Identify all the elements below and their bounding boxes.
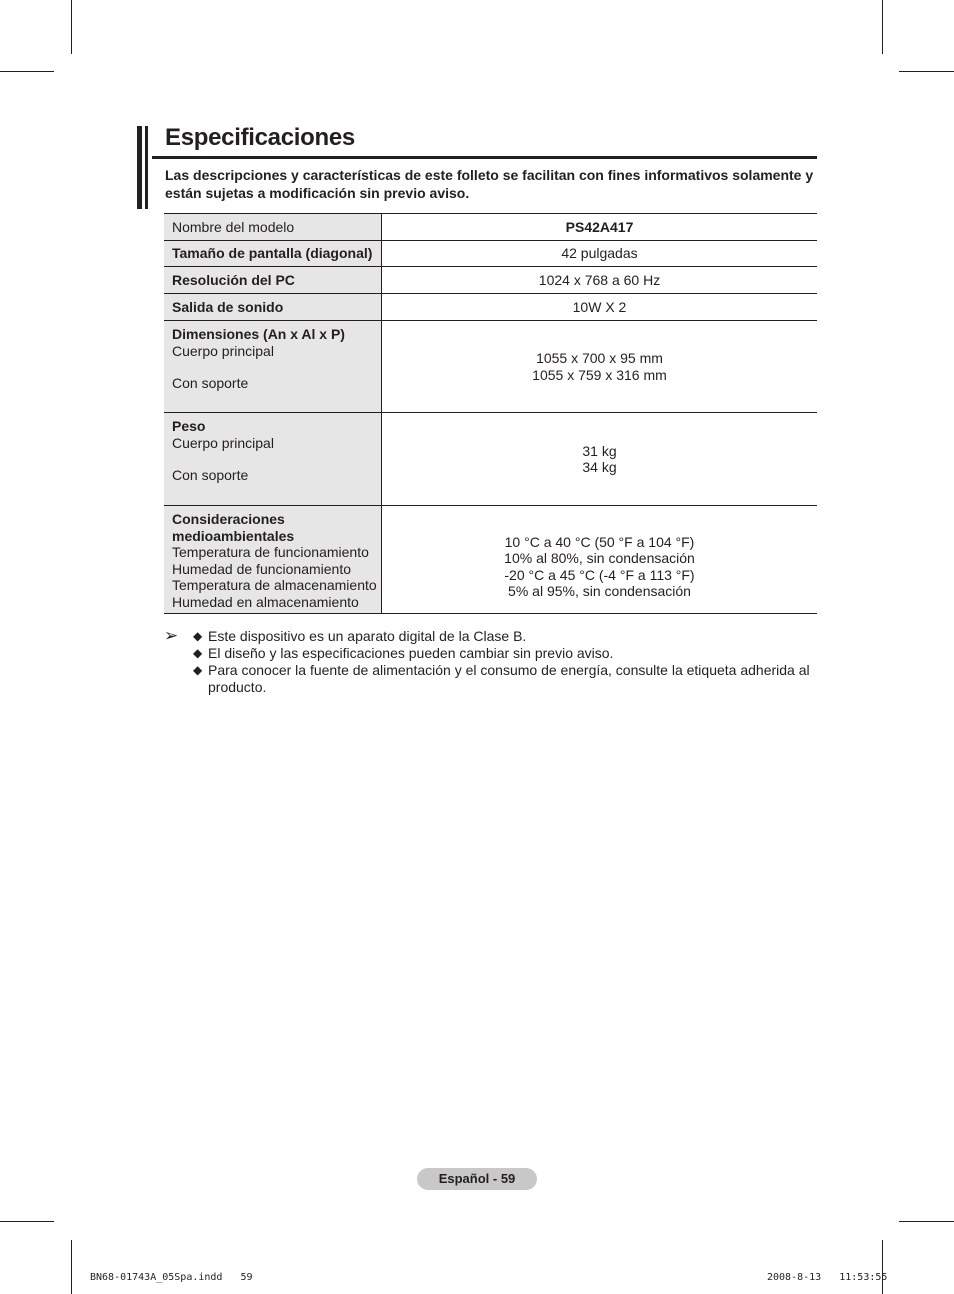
environment-value-storage-humidity: 5% al 95%, sin condensación bbox=[508, 583, 691, 599]
environment-value-op-humidity: 10% al 80%, sin condensación bbox=[504, 550, 695, 566]
weight-value-main: 31 kg bbox=[582, 442, 617, 459]
crop-mark bbox=[899, 1221, 954, 1222]
model-name-label: Nombre del modelo bbox=[164, 214, 382, 241]
table-row bbox=[164, 321, 817, 413]
sound-output-value: 10W X 2 bbox=[382, 294, 818, 321]
crop-mark bbox=[882, 0, 883, 54]
pc-resolution-label: Resolución del PC bbox=[164, 267, 382, 294]
page-number-badge: Español - 59 bbox=[417, 1168, 537, 1190]
crop-mark bbox=[0, 71, 54, 72]
diamond-bullet-icon: ◆ bbox=[193, 646, 203, 660]
timestamp-slug: 2008-8-13 11:53:55 bbox=[767, 1272, 888, 1283]
pc-resolution-value: 1024 x 768 a 60 Hz bbox=[382, 267, 818, 294]
environment-sub-op-humidity: Humedad de funcionamiento bbox=[172, 560, 352, 577]
dimensions-sub-main: Cuerpo principal bbox=[172, 342, 274, 359]
dimensions-sub-stand: Con soporte bbox=[172, 375, 249, 391]
crop-mark bbox=[882, 1240, 883, 1294]
weight-sub-main: Cuerpo principal bbox=[172, 434, 274, 451]
weight-heading: Peso bbox=[172, 418, 206, 434]
diamond-bullet-icon: ◆ bbox=[193, 629, 203, 643]
table-row bbox=[164, 413, 817, 506]
weight-value-stand: 34 kg bbox=[582, 459, 617, 475]
list-item: ◆ Este dispositivo es un aparato digital de la Clase B. bbox=[193, 628, 527, 644]
table-row bbox=[164, 267, 817, 294]
screen-size-value: 42 pulgadas bbox=[382, 241, 818, 267]
environment-value-op-temp: 10 °C a 40 °C (50 °F a 104 °F) bbox=[504, 533, 695, 550]
list-item: ◆ Para conocer la fuente de alimentación y el consumo de energía, consulte la etiqueta adherida al producto. bbox=[193, 662, 810, 695]
crop-mark bbox=[71, 1240, 72, 1294]
environment-heading-2: medioambientales bbox=[172, 527, 295, 544]
file-name-slug: BN68-01743A_05Spa.indd 59 bbox=[90, 1272, 253, 1283]
title-bar-thick bbox=[137, 126, 142, 209]
table-row bbox=[164, 506, 817, 614]
environment-label bbox=[164, 506, 382, 614]
crop-mark bbox=[0, 1221, 54, 1222]
table-row bbox=[164, 294, 817, 321]
arrow-right-icon: ➢ bbox=[164, 626, 179, 645]
weight-sub-stand: Con soporte bbox=[172, 467, 249, 483]
dimensions-values bbox=[382, 321, 818, 413]
list-item: ◆ El diseño y las especificaciones pueden cambiar sin previo aviso. bbox=[193, 645, 614, 661]
weight-values bbox=[382, 413, 818, 506]
model-name-value: PS42A417 bbox=[382, 214, 818, 241]
dimensions-value-stand: 1055 x 759 x 316 mm bbox=[532, 366, 667, 383]
crop-mark bbox=[899, 71, 954, 72]
title-bar-thin bbox=[145, 126, 148, 209]
dimensions-label bbox=[164, 321, 382, 413]
page-title: Especificaciones bbox=[165, 124, 355, 151]
diamond-bullet-icon: ◆ bbox=[193, 663, 203, 677]
intro-text: Las descripciones y características de este folleto se facilitan con fines informativos solamente y están sujetas a modificación sin previo aviso. bbox=[165, 167, 814, 201]
screen-size-label: Tamaño de pantalla (diagonal) bbox=[164, 241, 382, 267]
crop-mark bbox=[71, 0, 72, 54]
environment-sub-storage-temp: Temperatura de almacenamiento bbox=[172, 577, 377, 593]
table-row bbox=[164, 214, 817, 241]
environment-sub-storage-humidity: Humedad en almacenamiento bbox=[172, 593, 359, 610]
dimensions-heading: Dimensiones (An x Al x P) bbox=[172, 326, 345, 342]
spec-table bbox=[164, 213, 817, 614]
title-rule bbox=[152, 156, 817, 159]
notes-list bbox=[193, 628, 813, 696]
dimensions-value-main: 1055 x 700 x 95 mm bbox=[536, 350, 663, 366]
sound-output-label: Salida de sonido bbox=[164, 294, 382, 321]
table-row bbox=[164, 241, 817, 267]
weight-label bbox=[164, 413, 382, 506]
environment-value-storage-temp: -20 °C a 45 °C (-4 °F a 113 °F) bbox=[504, 566, 695, 583]
environment-sub-op-temp: Temperatura de funcionamiento bbox=[172, 544, 369, 560]
environment-heading-1: Consideraciones bbox=[172, 511, 285, 527]
environment-values bbox=[382, 506, 818, 614]
